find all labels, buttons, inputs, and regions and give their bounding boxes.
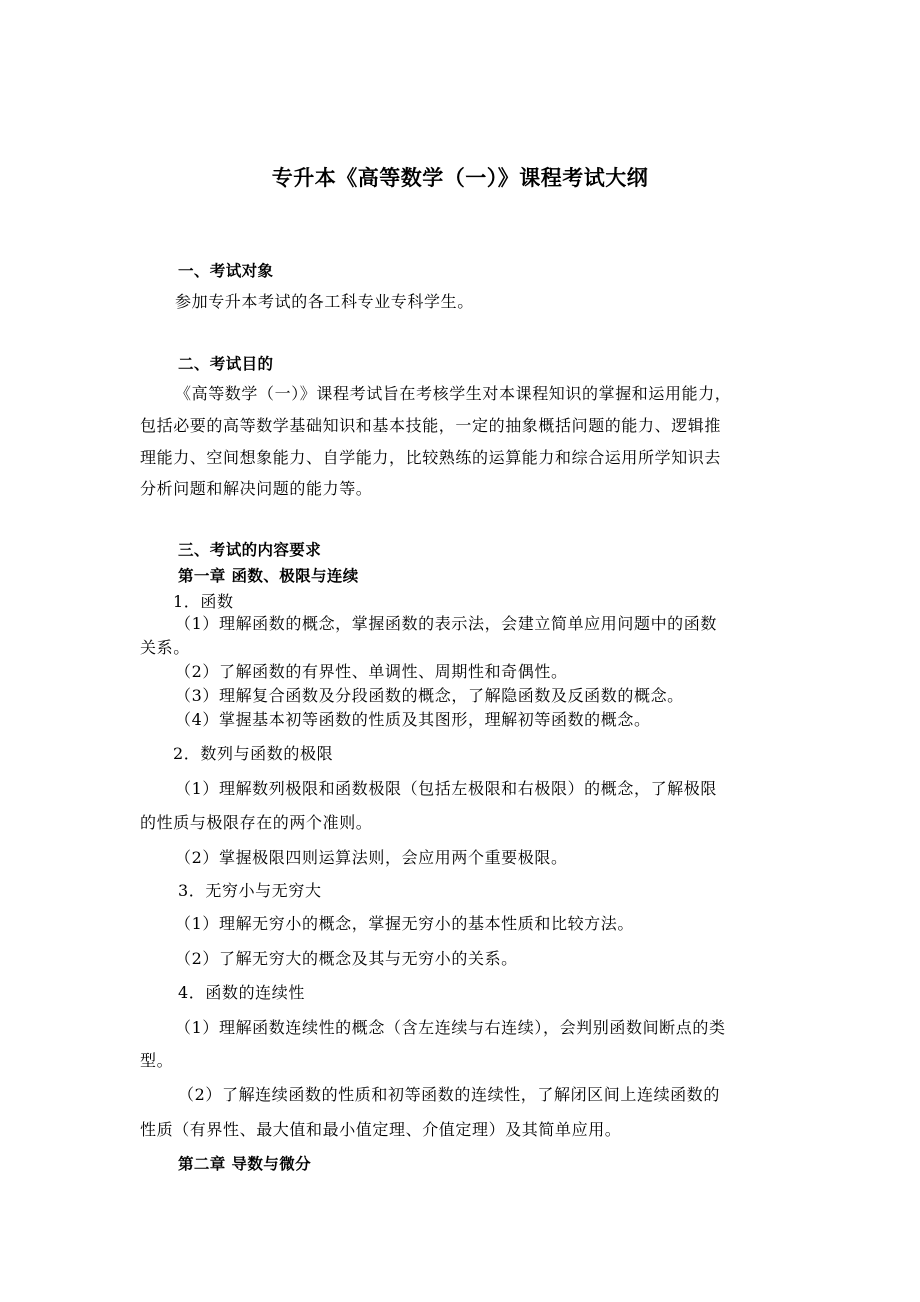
section-3-heading: 三、考试的内容要求 <box>178 541 322 559</box>
item-1-1-line-1: （1）理解函数的概念，掌握函数的表示法，会建立简单应用问题中的函数 <box>175 614 717 633</box>
document-title: 专升本《高等数学（一）》课程考试大纲 <box>271 166 649 190</box>
item-4-heading: 4．函数的连续性 <box>178 983 305 1002</box>
item-1-1-line-2: 关系。 <box>140 638 190 657</box>
item-1-4: （4）掌握基本初等函数的性质及其图形，理解初等函数的概念。 <box>175 710 651 729</box>
section-2-heading: 二、考试目的 <box>178 355 274 373</box>
item-3-1: （1）理解无穷小的概念，掌握无穷小的基本性质和比较方法。 <box>175 914 634 933</box>
item-1-heading: 1．函数 <box>173 592 234 611</box>
item-3-2: （2）了解无穷大的概念及其与无穷小的关系。 <box>175 949 518 968</box>
chapter-1-title: 第一章 函数、极限与连续 <box>178 567 359 585</box>
item-2-1-line-2: 的性质与极限存在的两个准则。 <box>140 813 373 832</box>
section-2-line-4: 分析问题和解决问题的能力等。 <box>140 479 373 498</box>
section-2-line-2: 包括必要的高等数学基础知识和基本技能，一定的抽象概括问题的能力、逻辑推 <box>140 416 722 435</box>
item-4-2-line-1: （2）了解连续函数的性质和初等函数的连续性，了解闭区间上连续函数的 <box>178 1085 720 1104</box>
section-1-text: 参加专升本考试的各工科专业专科学生。 <box>175 292 474 311</box>
item-2-2: （2）掌握极限四则运算法则，会应用两个重要极限。 <box>175 848 568 867</box>
item-4-2-line-2: 性质（有界性、最大值和最小值定理、介值定理）及其简单应用。 <box>140 1120 622 1139</box>
item-4-1-line-2: 型。 <box>140 1051 174 1070</box>
item-1-3: （3）理解复合函数及分段函数的概念，了解隐函数及反函数的概念。 <box>175 686 684 705</box>
item-3-heading: 3．无穷小与无穷大 <box>178 881 322 900</box>
item-2-1-line-1: （1）理解数列极限和函数极限（包括左极限和右极限）的概念，了解极限 <box>175 779 717 798</box>
section-1-heading: 一、考试对象 <box>178 262 274 280</box>
section-2-line-1: 《高等数学（一）》课程考试旨在考核学生对本课程知识的掌握和运用能力， <box>175 384 732 403</box>
chapter-2-title: 第二章 导数与微分 <box>178 1155 311 1173</box>
item-4-1-line-1: （1）理解函数连续性的概念（含左连续与右连续），会判别函数间断点的类 <box>175 1018 726 1037</box>
item-2-heading: 2．数列与函数的极限 <box>173 744 334 763</box>
section-2-line-3: 理能力、空间想象能力、自学能力，比较熟练的运算能力和综合运用所学知识去 <box>140 448 722 467</box>
item-1-2: （2）了解函数的有界性、单调性、周期性和奇偶性。 <box>175 662 568 681</box>
